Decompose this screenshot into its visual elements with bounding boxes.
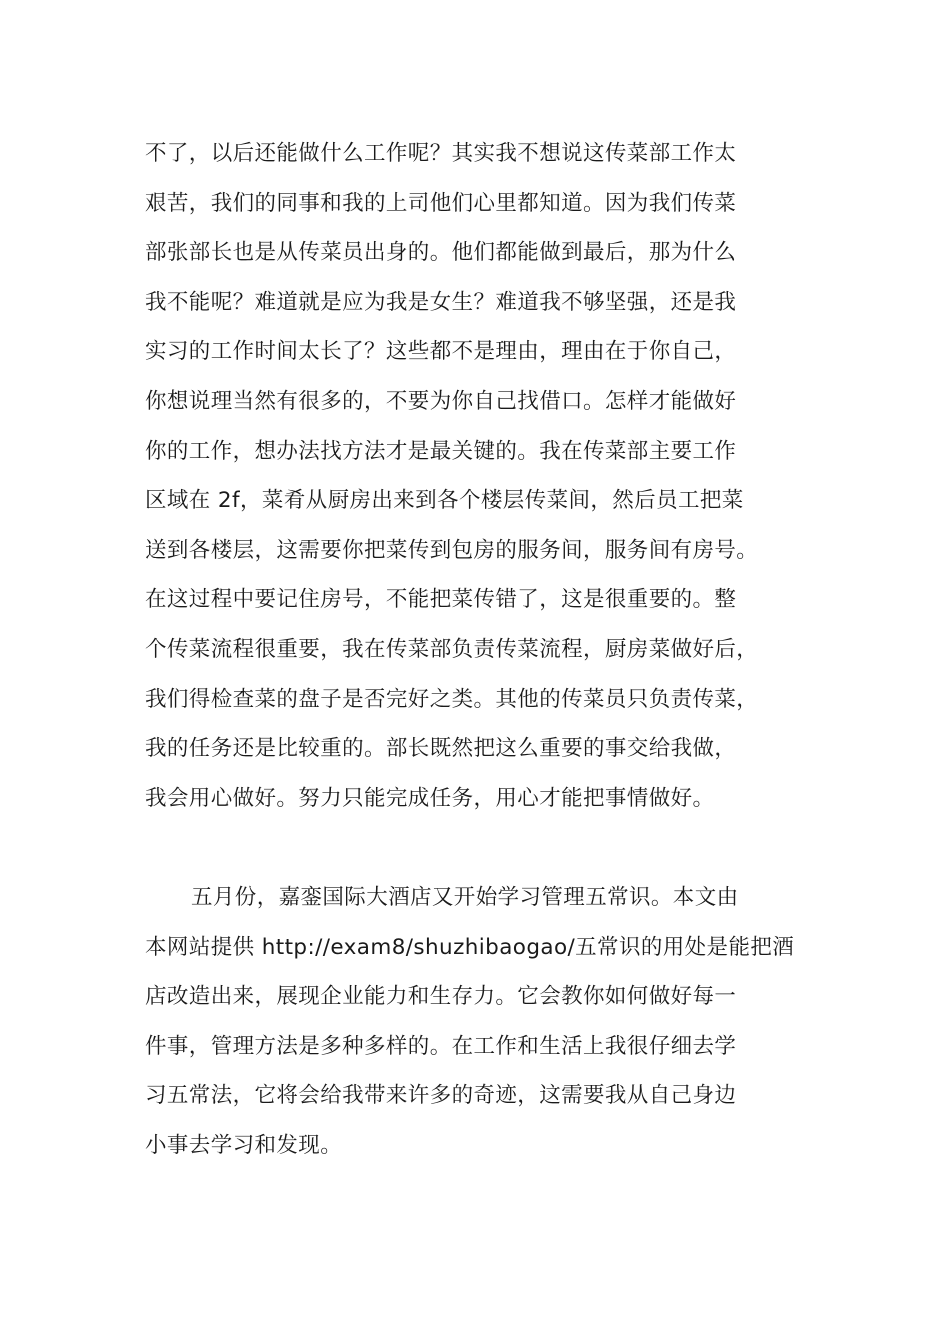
paragraph-line: 我会用心做好。努力只能完成任务，用心才能把事情做好。 (145, 785, 715, 811)
paragraph-line: 我不能呢？难道就是应为我是女生？难道我不够坚强，还是我 (145, 289, 737, 315)
paragraph-line: 五月份，嘉銮国际大酒店又开始学习管理五常识。本文由 (191, 885, 739, 910)
paragraph-line: 实习的工作时间太长了？这些都不是理由，理由在于你自己， (145, 339, 737, 365)
paragraph-2 (145, 873, 845, 1171)
paragraph-line: 个传菜流程很重要，我在传菜部负责传菜流程，厨房菜做好后， (145, 636, 759, 662)
paragraph-line: 我们得检查菜的盘子是否完好之类。其他的传菜员只负责传菜， (145, 686, 759, 712)
paragraph-line: 部张部长也是从传菜员出身的。他们都能做到最后，那为什么 (145, 240, 737, 266)
paragraph-1 (145, 129, 845, 823)
paragraph-line: 在这过程中要记住房号，不能把菜传错了，这是很重要的。整 (145, 587, 737, 613)
paragraph-line: 区域在 2f，菜肴从厨房出来到各个楼层传菜间，然后员工把菜 (145, 488, 744, 514)
paragraph-line: 不了，以后还能做什么工作呢？其实我不想说这传菜部工作太 (145, 141, 737, 166)
paragraph-line: 你想说理当然有很多的，不要为你自己找借口。怎样才能做好 (145, 388, 737, 414)
paragraph-line: 小事去学习和发现。 (145, 1132, 343, 1158)
paragraph-line: 送到各楼层，这需要你把菜传到包房的服务间，服务间有房号。 (145, 537, 759, 563)
paragraph-line: 习五常法，它将会给我带来许多的奇迹，这需要我从自己身边 (145, 1083, 737, 1109)
paragraph-line: 我的任务还是比较重的。部长既然把这么重要的事交给我做， (145, 736, 737, 762)
paragraph-line-with-url: 本网站提供 http://exam8/shuzhibaogao/五常识的用处是能把酒 (145, 934, 795, 960)
paragraph-line: 艰苦，我们的同事和我的上司他们心里都知道。因为我们传菜 (145, 190, 737, 216)
paragraph-line: 件事，管理方法是多种多样的。在工作和生活上我很仔细去学 (145, 1033, 737, 1059)
paragraph-line: 你的工作，想办法找方法才是最关键的。我在传菜部主要工作 (145, 438, 737, 464)
paragraph-line: 店改造出来，展现企业能力和生存力。它会教你如何做好每一 (145, 984, 737, 1010)
